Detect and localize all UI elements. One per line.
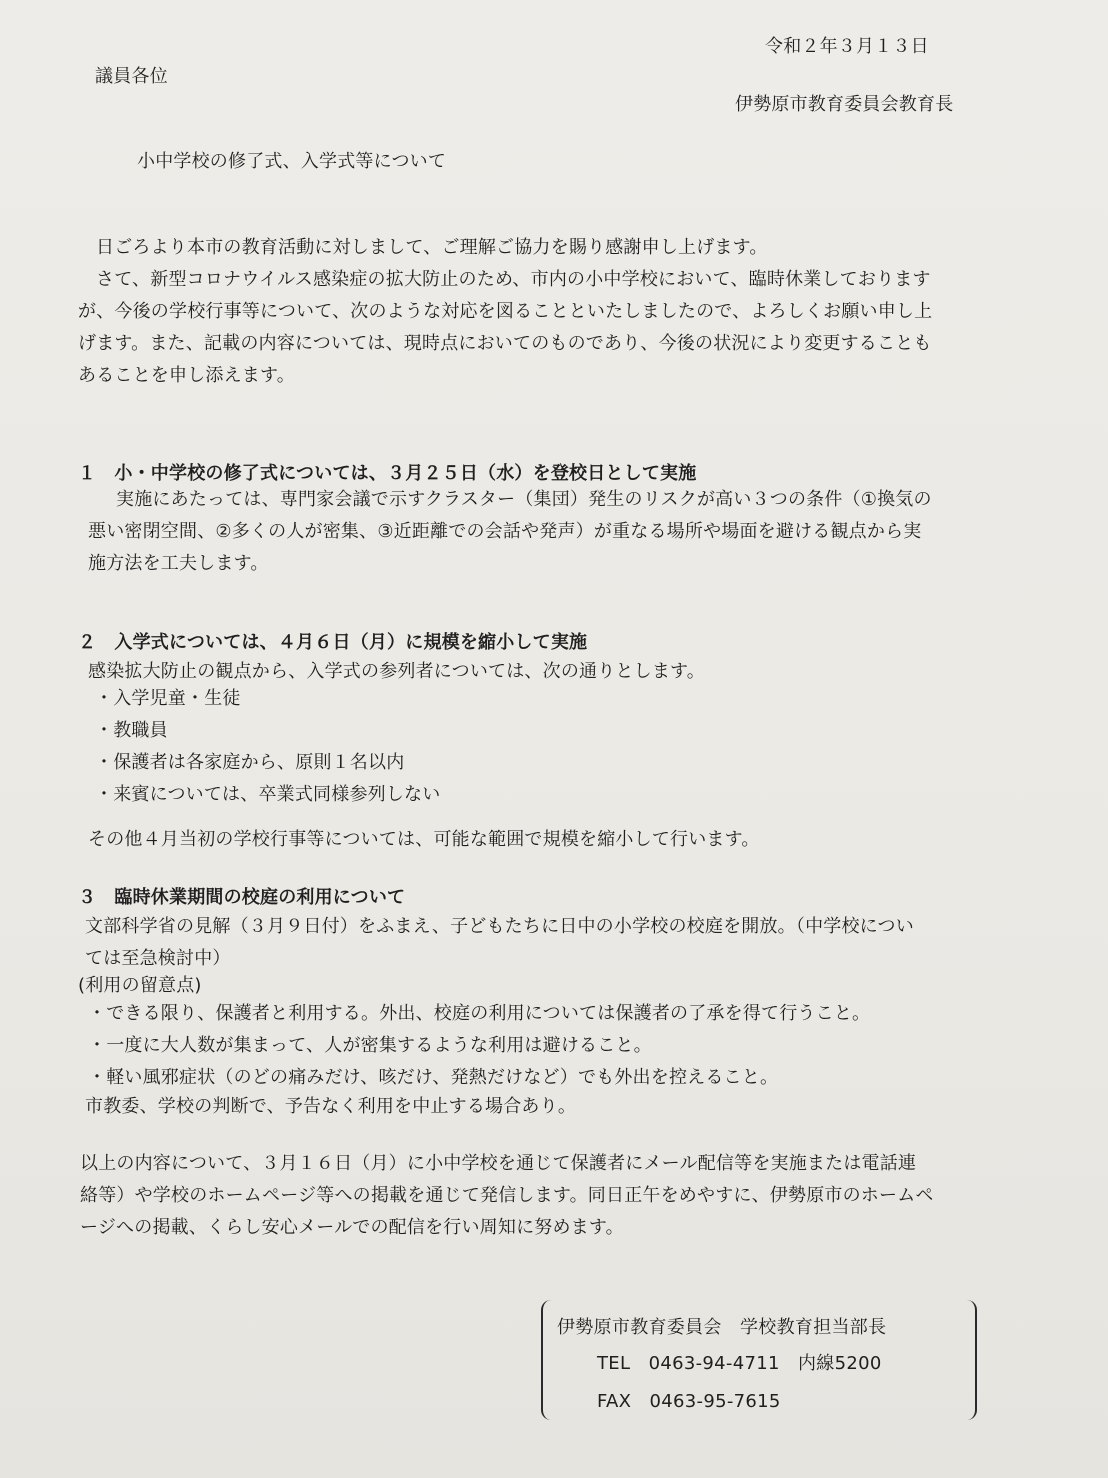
- contact-box: [541, 1300, 977, 1420]
- section1-heading: １ 小・中学校の修了式については、３月２５日（水）を登校日として実施: [78, 463, 697, 484]
- notes-label: (利用の留意点): [78, 975, 202, 996]
- intro-line: さて、新型コロナウイルス感染症の拡大防止のため、市内の小中学校において、臨時休業しております: [96, 269, 931, 290]
- intro-line: が、今後の学校行事等について、次のような対応を図ることといたしましたので、よろしくお願い申し上: [78, 301, 933, 322]
- section3-closing: 市教委、学校の判断で、予告なく利用を中止する場合あり。: [85, 1096, 577, 1117]
- section1-line: 施方法を工夫します。: [88, 553, 269, 574]
- contact-org: 伊勢原市教育委員会 学校教育担当部長: [557, 1317, 887, 1338]
- section1-line: 実施にあたっては、専門家会議で示すクラスター（集団）発生のリスクが高い３つの条件（①換気の: [116, 489, 932, 510]
- section1-line: 悪い密閉空間、②多くの人が密集、③近距離での会話や発声）が重なる場所や場面を避ける観点から実: [88, 521, 922, 542]
- section2-note: その他４月当初の学校行事等については、可能な範囲で規模を縮小して行います。: [88, 829, 760, 850]
- intro-line: げます。また、記載の内容については、現時点においてのものであり、今後の状況により変更することも: [78, 333, 932, 354]
- notes-list: [88, 998, 870, 1094]
- conclusion-line: 絡等）や学校のホームページ等への掲載を通じて発信します。同日正午をめやすに、伊勢原市のホームペ: [80, 1185, 934, 1206]
- intro-line: あることを申し添えます。: [78, 365, 295, 386]
- attendee-item: ・来賓については、卒業式同様参列しない: [95, 784, 441, 805]
- section3-body: [85, 911, 914, 975]
- attendee-item: ・教職員: [95, 720, 168, 741]
- attendee-item: ・保護者は各家庭から、原則１名以内: [95, 752, 405, 773]
- conclusion-line: ージへの掲載、くらし安心メールでの配信を行い周知に努めます。: [80, 1217, 624, 1238]
- conclusion-line: 以上の内容について、３月１６日（月）に小中学校を通じて保護者にメール配信等を実施または電話連: [80, 1153, 917, 1174]
- sender: 伊勢原市教育委員会教育長: [735, 94, 954, 115]
- contact-tel: TEL 0463-94-4711 内線5200: [597, 1353, 882, 1374]
- section3-heading: ３ 臨時休業期間の校庭の利用について: [78, 887, 406, 908]
- conclusion-paragraph: [80, 1148, 934, 1244]
- section3-line: 文部科学省の見解（３月９日付）をふまえ、子どもたちに日中の小学校の校庭を開放。（中学校につい: [85, 916, 914, 937]
- note-item: ・一度に大人数が集まって、人が密集するような利用は避けること。: [88, 1035, 652, 1056]
- section3-line: ては至急検討中）: [85, 948, 231, 969]
- document-title: 小中学校の修了式、入学式等について: [137, 151, 447, 172]
- note-item: ・できる限り、保護者と利用する。外出、校庭の利用については保護者の了承を得て行うこと。: [88, 1003, 871, 1024]
- section2-list: [95, 683, 440, 811]
- intro-line: 日ごろより本市の教育活動に対しまして、ご理解ご協力を賜り感謝申し上げます。: [96, 237, 768, 258]
- document-date: 令和２年３月１３日: [765, 36, 929, 57]
- section2-intro: 感染拡大防止の観点から、入学式の参列者については、次の通りとします。: [88, 661, 705, 682]
- section1-body: [88, 484, 932, 580]
- intro-paragraph: [78, 232, 932, 392]
- contact-fax: FAX 0463-95-7615: [597, 1391, 781, 1412]
- section2-heading: ２ 入学式については、４月６日（月）に規模を縮小して実施: [78, 632, 588, 653]
- note-item: ・軽い風邪症状（のどの痛みだけ、咳だけ、発熱だけなど）でも外出を控えること。: [88, 1067, 779, 1088]
- attendee-item: ・入学児童・生徒: [95, 688, 241, 709]
- addressee: 議員各位: [95, 66, 168, 87]
